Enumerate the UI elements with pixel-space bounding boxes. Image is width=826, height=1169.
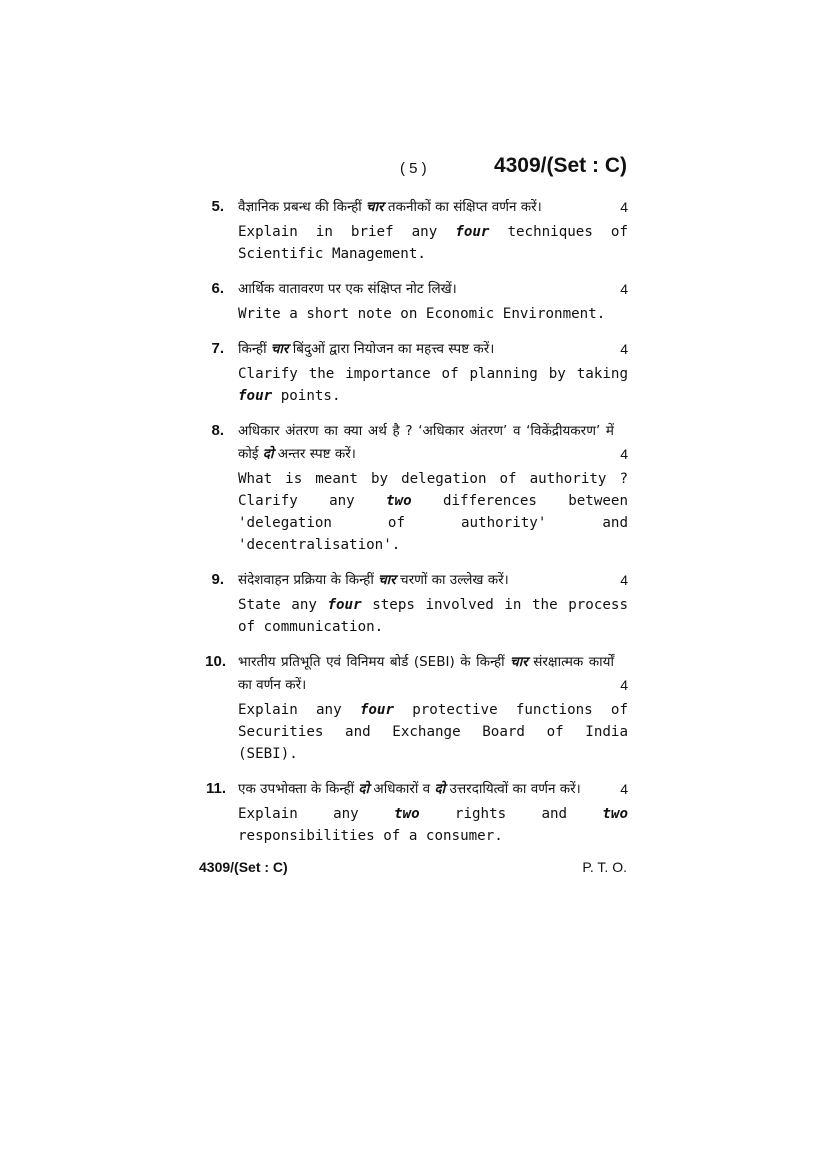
marks: 4 <box>620 341 628 357</box>
page-number: ( 5 ) <box>400 160 427 177</box>
marks: 4 <box>620 281 628 297</box>
text-segment: Explain in brief any <box>238 224 456 240</box>
text-segment: Explain any <box>238 806 394 822</box>
text-segment: State any <box>238 597 328 613</box>
emphasis-word: four <box>359 702 395 718</box>
english-text <box>238 803 628 847</box>
hindi-text <box>238 778 614 801</box>
text-segment: एक उपभोक्ता के किन्हीं <box>238 781 359 797</box>
hindi-text <box>238 569 614 592</box>
question-9 <box>198 569 628 638</box>
text-segment: अन्तर स्पष्ट करें। <box>273 446 356 462</box>
text-segment: चरणों का उल्लेख करें। <box>395 572 509 588</box>
text-segment: संदेशवाहन प्रक्रिया के किन्हीं <box>238 572 379 588</box>
emphasis-word: four <box>238 388 273 404</box>
emphasis-word: two <box>602 806 628 822</box>
emphasis-word: four <box>455 224 490 240</box>
question-number: 5. <box>211 198 224 215</box>
hindi-text-block <box>238 196 628 219</box>
english-text <box>238 303 628 325</box>
question-number: 8. <box>211 422 224 439</box>
text-segment: Explain any <box>238 702 360 718</box>
text-segment: संरक्षात्मक कार्यों का वर्णन करें। <box>238 654 614 693</box>
hindi-text <box>238 196 614 219</box>
marks: 4 <box>620 781 628 797</box>
hindi-text <box>238 420 614 466</box>
question-7 <box>198 338 628 407</box>
text-segment: अधिकारों व <box>369 781 435 797</box>
english-text <box>238 594 628 638</box>
emphasis-word: दो <box>434 781 446 797</box>
text-segment: बिंदुओं द्वारा नियोजन का महत्त्व स्पष्ट करें। <box>288 341 495 357</box>
emphasis-word: चार <box>378 572 396 588</box>
question-number: 11. <box>205 780 226 797</box>
emphasis-word: चार <box>366 199 384 215</box>
text-segment: तकनीकों का संक्षिप्त वर्णन करें। <box>383 199 542 215</box>
text-segment: आर्थिक वातावरण पर एक संक्षिप्त नोट लिखें। <box>238 281 457 297</box>
emphasis-word: दो <box>358 781 370 797</box>
question-5 <box>198 196 628 265</box>
hindi-text-block <box>238 651 628 697</box>
text-segment: भारतीय प्रतिभूति एवं विनिमय बोर्ड (SEBI) के किन्हीं <box>238 654 511 670</box>
hindi-text <box>238 278 614 301</box>
text-segment: differences between 'delegation of authority' and 'decentralisation'. <box>238 493 628 553</box>
pto-label: P. T. O. <box>582 859 627 875</box>
emphasis-word: चार <box>510 654 528 670</box>
hindi-text-block <box>238 338 628 361</box>
hindi-text-block <box>238 569 628 592</box>
question-number: 6. <box>211 280 224 297</box>
question-11 <box>198 778 628 847</box>
paper-code-header: 4309/(Set : C) <box>493 154 627 177</box>
hindi-text <box>238 651 614 697</box>
question-number: 10. <box>205 653 226 670</box>
text-segment: उत्तरदायित्वों का वर्णन करें। <box>445 781 581 797</box>
english-text <box>238 363 628 407</box>
marks: 4 <box>620 572 628 588</box>
english-text <box>238 699 628 765</box>
text-segment: What is meant by delegation of authority ? Clarify any <box>238 471 628 509</box>
text-segment: protective functions of Securities and Exchange Board of India (SEBI). <box>238 702 629 762</box>
hindi-text-block <box>238 778 628 801</box>
question-number: 7. <box>211 340 224 357</box>
emphasis-word: two <box>394 806 420 822</box>
emphasis-word: four <box>327 597 362 613</box>
hindi-text-block <box>238 278 628 301</box>
text-segment: Clarify the importance of planning by taking <box>238 366 628 382</box>
paper-code-footer: 4309/(Set : C) <box>199 859 288 875</box>
question-6 <box>198 278 628 325</box>
marks: 4 <box>620 199 628 215</box>
english-text <box>238 221 628 265</box>
text-segment: किन्हीं <box>238 341 271 357</box>
text-segment: वैज्ञानिक प्रबन्ध की किन्हीं <box>238 199 367 215</box>
emphasis-word: चार <box>270 341 289 357</box>
marks: 4 <box>620 446 628 462</box>
text-segment: techniques of Scientific Management. <box>238 224 628 262</box>
question-list <box>198 196 628 860</box>
emphasis-word: two <box>386 493 412 509</box>
question-number: 9. <box>211 571 224 588</box>
text-segment: responsibilities of a consumer. <box>238 828 503 844</box>
emphasis-word: दो <box>262 446 274 462</box>
text-segment: अधिकार अंतरण का क्या अर्थ है ? ‘अधिकार अंतरण’ व ‘विकेंद्रीयकरण’ में कोई <box>238 423 614 462</box>
text-segment: points. <box>272 388 341 404</box>
text-segment: rights and <box>419 806 603 822</box>
english-text <box>238 468 628 556</box>
hindi-text-block <box>238 420 628 466</box>
text-segment: Write a short note on Economic Environment. <box>238 306 606 322</box>
text-segment: steps involved in the process of communication. <box>238 597 629 635</box>
marks: 4 <box>620 677 628 693</box>
hindi-text <box>238 338 614 361</box>
question-8 <box>198 420 628 556</box>
question-10 <box>198 651 628 765</box>
